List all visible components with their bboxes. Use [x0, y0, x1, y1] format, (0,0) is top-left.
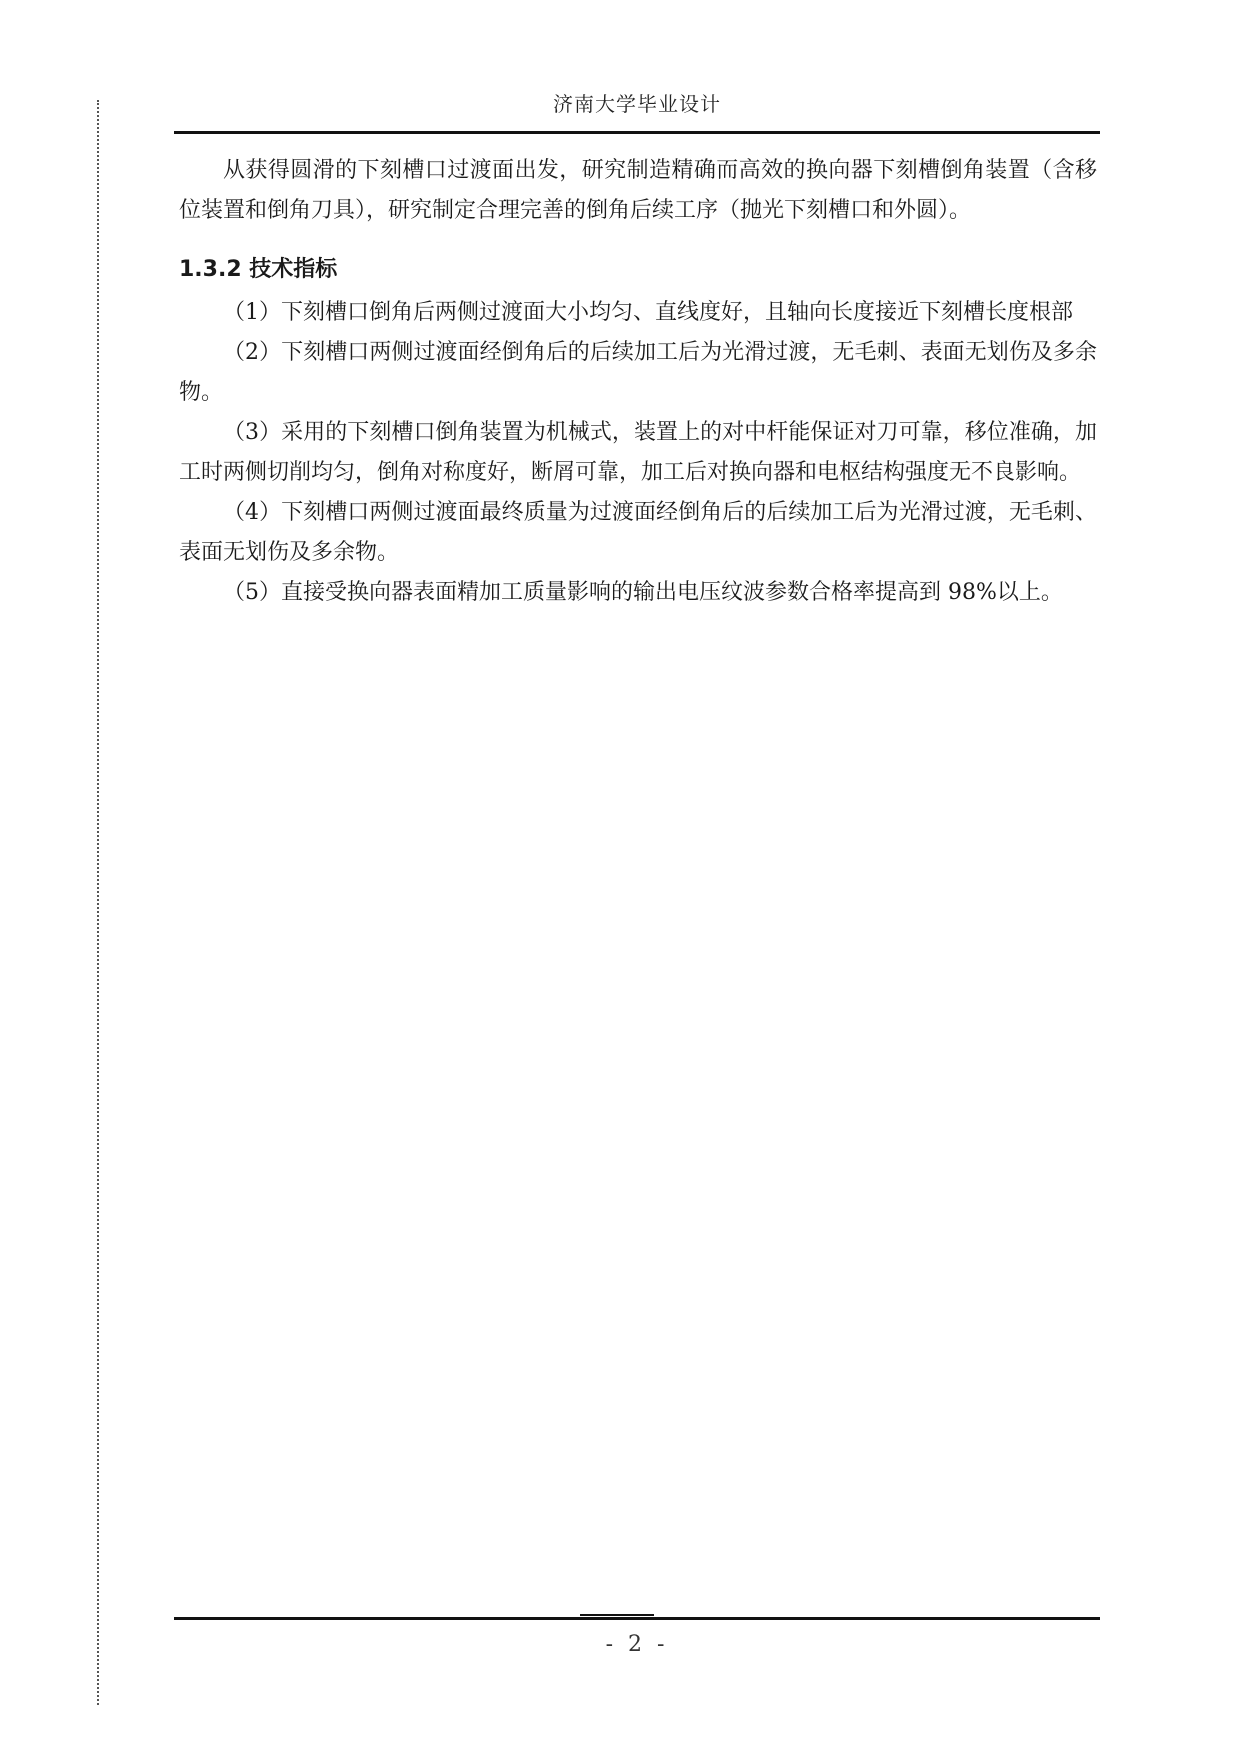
indicator-item-4: （4）下刻槽口两侧过渡面最终质量为过渡面经倒角后的后续加工后为光滑过渡，无毛刺、表面无划伤及多余物。	[179, 500, 1097, 565]
intro-paragraph: 从获得圆滑的下刻槽口过渡面出发，研究制造精确而高效的换向器下刻槽倒角装置（含移位装置和倒角刀具），研究制定合理完善的倒角后续工序（抛光下刻槽口和外圆）。	[179, 158, 1097, 223]
footer-divider	[174, 1617, 1100, 1620]
footer-divider-accent	[580, 1614, 654, 1616]
indicator-item-3: （3）采用的下刻槽口倒角装置为机械式，装置上的对中杆能保证对刀可靠，移位准确，加工时两侧切削均匀，倒角对称度好，断屑可靠，加工后对换向器和电枢结构强度无不良影响。	[179, 420, 1097, 485]
section-heading: 1.3.2 技术指标	[179, 257, 338, 282]
document-body	[179, 151, 1097, 613]
page-header-title: 济南大学毕业设计	[553, 92, 721, 116]
indicator-item-2: （2）下刻槽口两侧过渡面经倒角后的后续加工后为光滑过渡，无毛刺、表面无划伤及多余物。	[179, 340, 1097, 405]
indicator-item-5: （5）直接受换向器表面精加工质量影响的输出电压纹波参数合格率提高到 98%以上。	[223, 580, 1063, 605]
header-divider	[174, 131, 1100, 134]
page-number: - 2 -	[605, 1632, 669, 1657]
binding-margin-line	[97, 100, 99, 1705]
indicator-item-1: （1）下刻槽口倒角后两侧过渡面大小均匀、直线度好，且轴向长度接近下刻槽长度根部	[223, 300, 1073, 325]
